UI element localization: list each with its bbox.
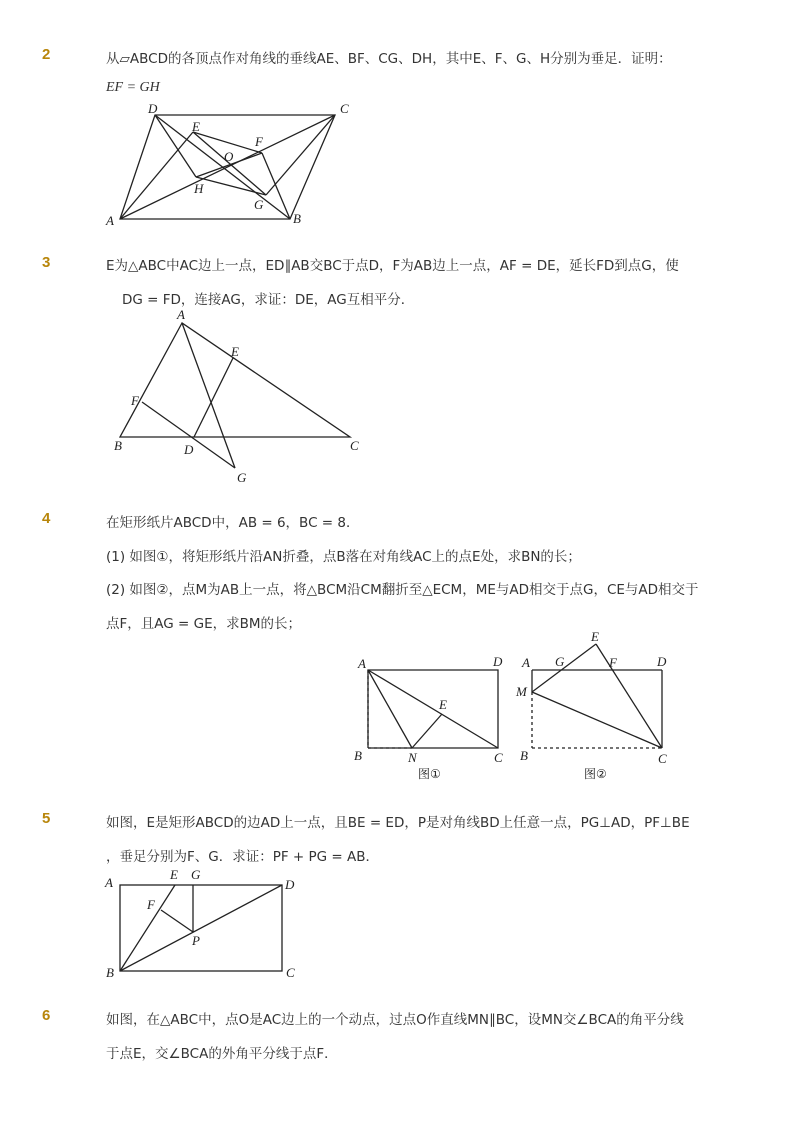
problem-text: 点F，且AG = GE，求BM的长； — [106, 616, 302, 632]
problem-number: 6 — [42, 1007, 51, 1024]
point-label: D — [184, 442, 194, 457]
point-label: B — [114, 438, 122, 453]
point-label: E — [439, 697, 447, 712]
point-label: C — [350, 438, 359, 453]
point-label: B — [520, 748, 528, 763]
point-label: C — [494, 750, 503, 765]
point-label: N — [408, 750, 417, 765]
point-label: F — [147, 897, 155, 912]
problem-text: 于点E，交∠BCA的外角平分线于点F． — [106, 1046, 338, 1062]
triangle-figure — [110, 305, 370, 485]
problem-text: (2) 如图②，点M为AB上一点，将△BCM沿CM翻折至△ECM，ME与AD相交于点G，CE与AD相交于 — [106, 582, 699, 598]
problem-text: 如图，E是矩形ABCD的边AD上一点，且BE = ED，P是对角线BD上任意一点，PG⊥AD，PF⊥BE — [106, 815, 690, 831]
figure-caption: 图② — [584, 767, 607, 781]
problem-text: 如图，在△ABC中，点O是AC边上的一个动点，过点O作直线MN∥BC，设MN交∠BCA的角平分线 — [106, 1012, 684, 1028]
parallelogram-figure — [100, 95, 360, 235]
problem-text: ，垂足分别为F、G．求证：PF + PG = AB． — [106, 849, 380, 865]
problem-number: 5 — [42, 810, 51, 827]
problem-text: EF = GH — [106, 80, 160, 95]
point-label: A — [105, 875, 113, 890]
problem-text: DG = FD，连接AG，求证：DE，AG互相平分． — [122, 292, 415, 308]
point-label: C — [658, 751, 667, 766]
rectangle-fold-figure-1 — [348, 650, 518, 790]
point-label: C — [286, 965, 295, 980]
point-label: C — [340, 101, 349, 116]
point-label: G — [254, 197, 264, 212]
point-label: G — [237, 470, 247, 485]
point-label: D — [493, 654, 503, 669]
point-label: E — [170, 867, 178, 882]
point-label: M — [516, 684, 527, 699]
point-label: A — [522, 655, 530, 670]
figure-caption: 图① — [418, 767, 441, 781]
point-label: F — [131, 393, 139, 408]
point-label: B — [106, 965, 114, 980]
point-label: E — [231, 344, 239, 359]
rectangle-fold-figure-2 — [512, 630, 682, 790]
point-label: A — [358, 656, 366, 671]
point-label: D — [657, 654, 667, 669]
point-label: D — [285, 877, 295, 892]
point-label: G — [191, 867, 201, 882]
point-label: G — [555, 654, 565, 669]
problem-text: 从▱ABCD的各顶点作对角线的垂线AE、BF、CG、DH，其中E、F、G、H分别为垂足．证明： — [106, 51, 672, 67]
point-label: H — [194, 181, 204, 196]
point-label: O — [224, 149, 234, 164]
point-label: F — [609, 655, 617, 670]
point-label: P — [192, 933, 200, 948]
point-label: B — [354, 748, 362, 763]
point-label: B — [293, 211, 301, 226]
problem-number: 3 — [42, 254, 51, 271]
point-label: E — [591, 629, 599, 644]
point-label: E — [192, 119, 200, 134]
point-label: A — [106, 213, 114, 228]
point-label: A — [177, 307, 185, 322]
point-label: F — [255, 134, 263, 149]
problem-text: E为△ABC中AC边上一点，ED∥AB交BC于点D，F为AB边上一点，AF = DE，延长FD到点G，使 — [106, 258, 679, 274]
problem-number: 4 — [42, 510, 51, 527]
problem-text: (1) 如图①，将矩形纸片沿AN折叠，点B落在对角线AC上的点E处，求BN的长； — [106, 549, 581, 565]
point-label: D — [148, 101, 158, 116]
problem-number: 2 — [42, 46, 51, 63]
rectangle-diagonal-figure — [100, 865, 320, 985]
problem-text: 在矩形纸片ABCD中，AB = 6，BC = 8． — [106, 515, 360, 531]
